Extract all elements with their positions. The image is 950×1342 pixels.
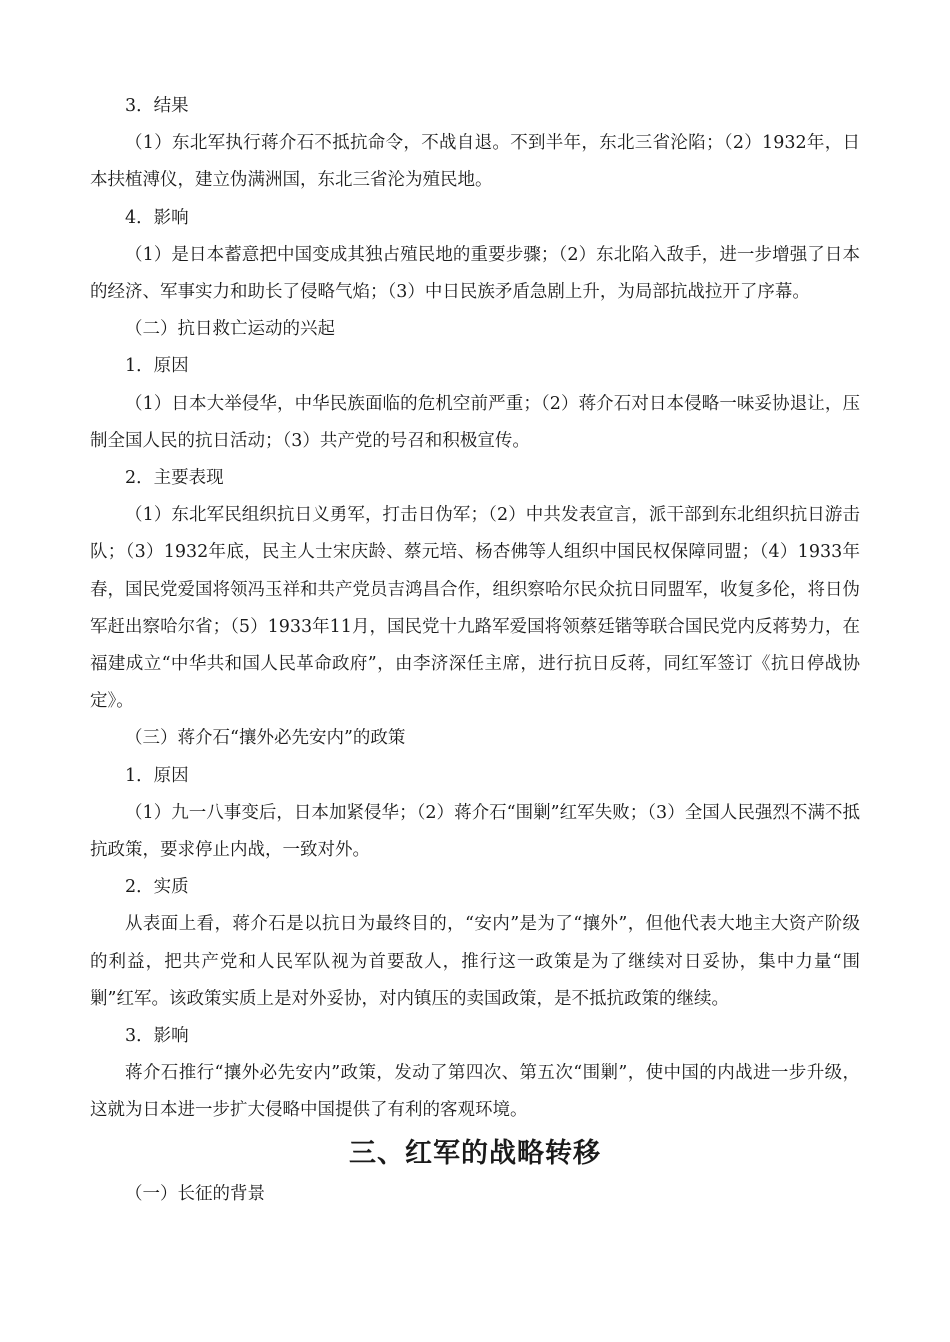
paragraph-policy-cause: （1）九一八事变后，日本加紧侵华；（2）蒋介石“围剿”红军失败；（3）全国人民强烈不满不抵抗政策，要求停止内战，一致对外。 — [90, 802, 860, 861]
paragraph-essence: 从表面上看，蒋介石是以抗日为最终目的，“安内”是为了“攘外”，但他代表大地主大资产阶级的利益，把共产党和人民军队视为首要敌人，推行这一政策是为了继续对日妥协，集中力量“围剿”红军。该政策实质上是对外妥协，对内镇压的卖国政策，是不抵抗政策的继续。 — [90, 914, 860, 1009]
heading-cause: 1．原因 — [125, 356, 189, 377]
paragraph-policy-influence: 蒋介石推行“攘外必先安内”政策，发动了第四次、第五次“围剿”，使中国的内战进一步升级，这就为日本进一步扩大侵略中国提供了有利的客观环境。 — [90, 1063, 860, 1121]
section-title: 三、红军的战略转移 — [349, 1137, 601, 1169]
paragraph-main-manifestations: （1）东北军民组织抗日义勇军，打击日伪军；（2）中共发表宣言，派干部到东北组织抗日游击队；（3）1932年底，民主人士宋庆龄、蔡元培、杨杏佛等人组织中国民权保障同盟；（4）1933年春，国民党爱国将领冯玉祥和共产党员吉鸿昌合作，组织察哈尔民众抗日同盟军，收复多伦，将日伪军赶出察哈尔省；（5）1933年11月，国民党十九路军爱国将领蔡廷锴等联合国民党内反蒋势力，在福建成立“中华共和国人民革命政府”，由李济深任主席，进行抗日反蒋，同红军签订《抗日停战协定》。 — [90, 505, 860, 712]
paragraph-cause: （1）日本大举侵华，中华民族面临的危机空前严重；（2）蒋介石对日本侵略一味妥协退让，压制全国人民的抗日活动；（3）共产党的号召和积极宣传。 — [90, 393, 860, 451]
heading-result: 3．结果 — [125, 96, 189, 116]
heading-essence: 2．实质 — [125, 877, 189, 898]
heading-influence: 4．影响 — [125, 207, 189, 228]
heading-policy-influence: 3．影响 — [125, 1026, 189, 1047]
heading-anti-japanese-movement: （二）抗日救亡运动的兴起 — [125, 319, 335, 340]
paragraph-influence: （1）是日本蓄意把中国变成其独占殖民地的重要步骤；（2）东北陷入敌手，进一步增强了日本的经济、军事实力和助长了侵略气焰；（3）中日民族矛盾急剧上升，为局部抗战拉开了序幕。 — [90, 244, 860, 303]
heading-long-march-background: （一）长征的背景 — [125, 1183, 265, 1204]
heading-main-manifestations: 2．主要表现 — [125, 468, 224, 489]
heading-policy-cause: 1．原因 — [125, 765, 189, 786]
heading-policy: （三）蒋介石“攘外必先安内”的政策 — [125, 728, 406, 749]
paragraph-result: （1）东北军执行蒋介石不抵抗命令，不战自退。不到半年，东北三省沦陷；（2）1932年，日本扶植溥仪，建立伪满洲国，东北三省沦为殖民地。 — [90, 133, 860, 191]
document-page — [90, 88, 860, 1213]
